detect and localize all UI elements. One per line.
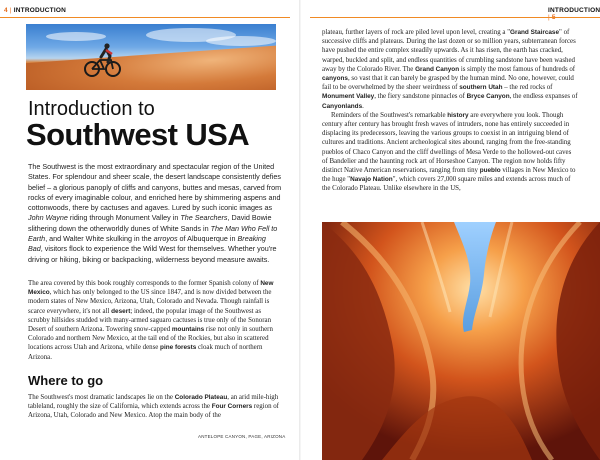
book-gutter	[299, 0, 301, 460]
left-running-title: INTRODUCTION	[13, 7, 66, 14]
cyclist-silhouette	[82, 38, 122, 78]
right-running-head	[548, 7, 600, 21]
subheading-where-to-go: Where to go	[28, 373, 104, 388]
lead-paragraph: The Southwest is the most extraordinary and spectacular region of the United States. For splendour and sheer scale, the desert landscape consistently defies belief – a glorious panoply of cliffs and canyons, buttes and mesas, carved from rocks of every imaginable colour, and enriched here by shimmering aspens and cottonwoods, there by cactuses and agaves. Lured by such iconic images as John Wayne riding through Monument Valley in The Searchers, David Bowie slithering down the otherworldly dunes of White Sands in The Man Who Fell to Earth, and Walter White skulking in the arroyos of Albuquerque in Breaking Bad, visitors flock to experience the Wild West for themselves. Whether you're driving or hiking, biking or backpacking, wilderness beyond measure awaits.	[28, 162, 282, 264]
heading-small: Introduction to	[28, 98, 155, 120]
left-header-rule	[0, 17, 290, 18]
mountain-biker-photo	[26, 24, 276, 90]
photo-caption: ANTELOPE CANYON, PAGE, ARIZONA	[198, 434, 286, 439]
antelope-canyon-photo	[322, 222, 600, 460]
right-paragraph-2: Reminders of the Southwest's remarkable history are everywhere you look. Though century after century has brought fresh waves of intruders, none has entirely succeeded in displacing its predecessors, leaving the various groups to coexist in an intriguing blend of cultures and traditions. Ancient archeological sites abound, ranging from the free-standing pueblos of Chaco Canyon and the cliff dwellings of Mesa Verde to the hollowed-out caves of Bandelier and the haunting rock art of Horseshoe Canyon. The region now holds fifty distinct Native American reservations, ranging from tiny pueblo villages in New Mexico to the huge "Navajo Nation", which covers 27,000 square miles and extends across much of the Colorado Plateau. Unlike elsewhere in the US,	[322, 111, 576, 193]
left-running-head: 4 | INTRODUCTION	[4, 7, 66, 14]
page-title: Southwest USA	[26, 117, 249, 152]
body-paragraph-1: The area covered by this book roughly corresponds to the former Spanish colony of New Mexico, which has only belonged to the US since 1847, and is now divided between the modern states of New Mexico, Arizona, Utah, Colorado and Nevada. Though rainfall is scarce everywhere, it's not all desert; indeed, the popular image of the Southwest as scrubby hillsides studded with many-armed saguaro cactuses is true only of the Sonoran Desert of southern Arizona. Towering snow-capped mountains rise not only in southern Colorado and northern New Mexico, at the tail end of the Rockies, but also in scattered locations across Utah and Arizona, while dense pine forests cloak much of northern Arizona.	[28, 280, 274, 361]
right-body-text	[322, 28, 578, 194]
left-page-number: 4	[4, 7, 8, 14]
right-running-title: INTRODUCTION	[548, 7, 600, 14]
right-header-rule	[310, 17, 600, 18]
body-paragraph-2: The Southwest's most dramatic landscapes lie on the Colorado Plateau, an arid mile-high tableland, roughly the size of California, which extends across the Four Corners region of Arizona, Utah, Colorado and New Mexico. Atop the main body of the	[28, 394, 279, 420]
right-paragraph-1: plateau, further layers of rock are piled level upon level, creating a "Grand Staircase" of successive cliffs and plateaus. During the last dozen or so million years, subterranean forces have pushed the entire complex steadily upwards. As it has risen, the earth has cracked, warped, buckled and split, and endless quantities of crumbling sandstone have been washed away by the Colorado River. The Grand Canyon is simply the most famous of hundreds of canyons, so vast that it can barely be grasped by the human mind. No one, however, could fail to be overwhelmed by the sheer weirdness of southern Utah – the red rocks of Monument Valley, the fiery sandstone pinnacles of Bryce Canyon, the endless expanses of Canyonlands.	[322, 29, 578, 110]
